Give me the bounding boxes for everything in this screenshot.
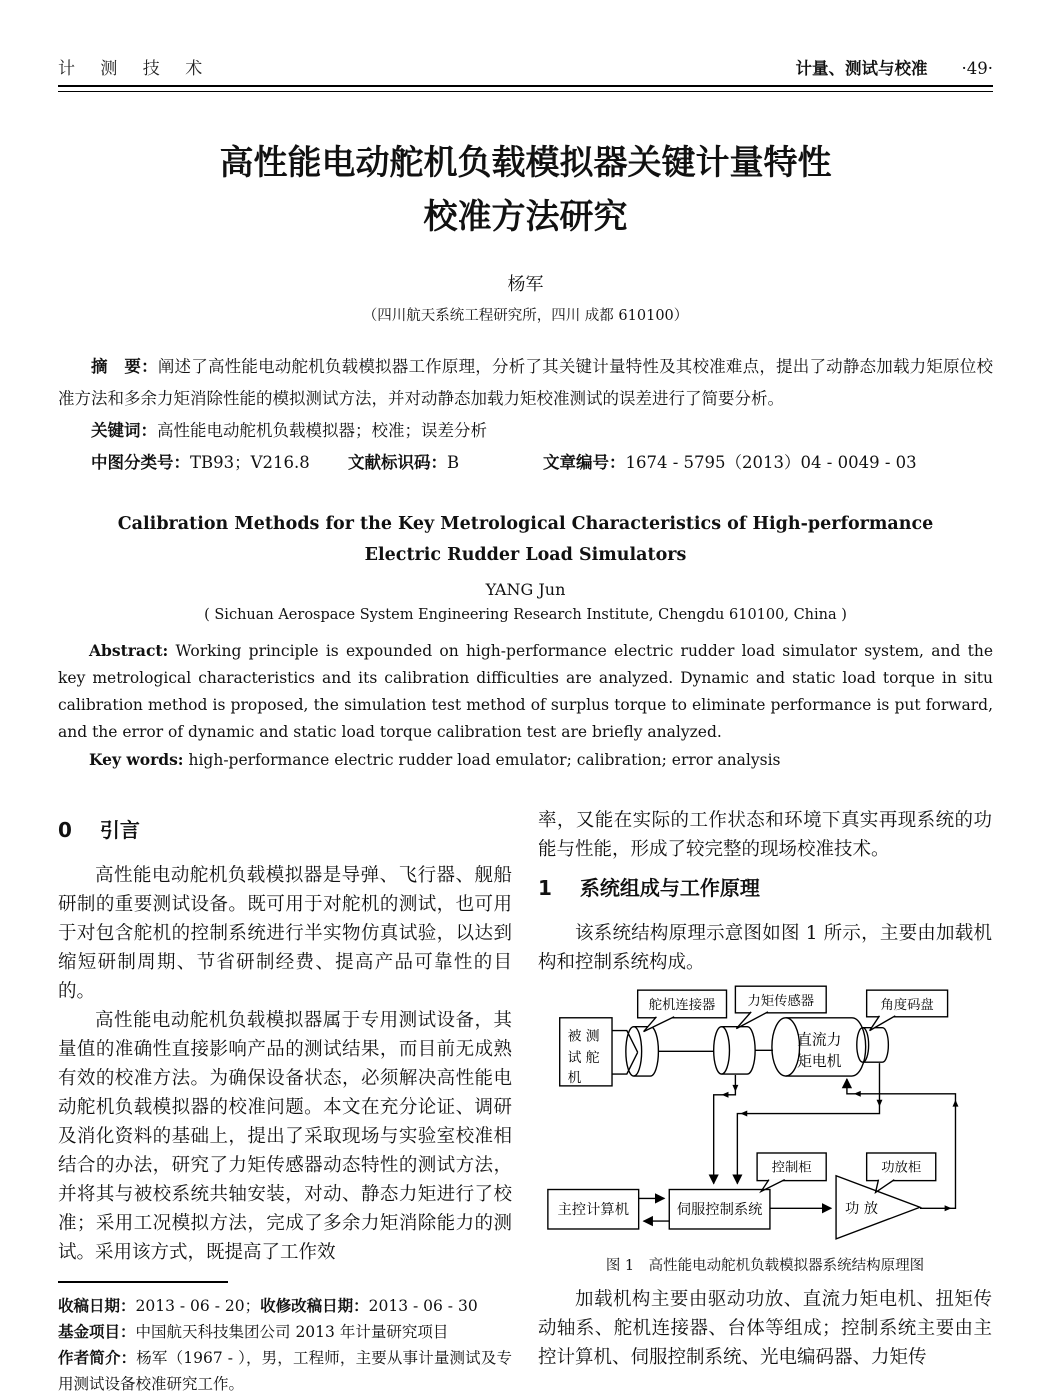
journal-column-title: 计量、测试与校准 [795,59,928,78]
label-dut-line1: 被 测 [567,1028,600,1045]
abstract-label-cn: 摘 要： [91,357,158,376]
keywords-text-cn: 高性能电动舵机负载模拟器；校准；误差分析 [157,421,487,440]
doccode-value: B [447,453,460,472]
english-abstract-block [58,637,993,774]
section-0-paragraph-1: 高性能电动舵机负载模拟器是导弹、飞行器、舰船研制的重要测试设备。既可用于对舵机的测试，也可用于对包含舵机的控制系统进行半实物仿真试验，以达到缩短研制周期、节省研制经费、提高产品可靠性的目的。 [58,865,512,1002]
section-1-number: 1 [538,876,552,900]
clc-value: TB93；V216.8 [190,453,310,472]
label-torque-sensor: 力矩传感器 [747,993,815,1009]
english-title-line-2: Electric Rudder Load Simulators [364,545,687,565]
title-line-1: 高性能电动舵机负载模拟器关键计量特性 [219,143,832,183]
fund-value: 中国航天科技集团公司 2013 年计量研究项目 [135,1323,449,1341]
keywords-label-cn: 关键词： [91,421,157,440]
abstract-text-cn: 阐述了高性能电动舵机负载模拟器工作原理，分析了其关键计量特性及其校准难点，提出了动静态加载力矩原位校准方法和多余力矩消除性能的模拟测试方法，并对动静态加载力矩校准测试的误差进行了简要分析。 [58,357,994,408]
section-0-paragraph-2: 高性能电动舵机负载模拟器属于专用测试设备，其量值的准确性直接影响产品的测试结果，而目前无成熟有效的校准方法。为确保设备状态，必须解决高性能电动舵机负载模拟器的校准问题。本文在充分论证、调研及消化资料的基础上，提出了采取现场与实验室校准相结合的办法，研究了力矩传感器动态特性的测试方法，并将其与被校系统共轴安装，对动、静态力矩进行了校准；采用工况模拟方法，完成了多余力矩消除能力的测试。采用该方式，既提高了工作效 [58,1010,512,1263]
running-header [58,54,993,79]
english-abstract-label: Abstract: [89,641,169,660]
footnote-rule [58,1281,228,1283]
figure-1-diagram [538,985,992,1244]
keywords-cn [58,415,993,447]
fund-label: 基金项目： [58,1323,136,1341]
doccode-label: 文献标识码： [348,453,447,472]
header-rule [58,85,993,92]
label-servo-system: 伺服控制系统 [676,1202,763,1219]
label-rudder-connector: 舵机连接器 [648,997,716,1013]
section-1-paragraph-1: 该系统结构原理示意图如图 1 所示，主要由加载机构和控制系统构成。 [538,923,992,973]
document-code [348,447,543,479]
torque-sensor-cylinder [714,1027,730,1074]
footnote-bio [58,1345,512,1392]
page-title [58,136,993,244]
section-1-heading [538,872,992,901]
label-amplifier: 功 放 [844,1201,879,1218]
abstract-cn [58,351,993,415]
revised-date-value: 2013 - 06 - 30 [368,1297,478,1315]
footnote-dates [58,1293,512,1319]
section-1-title: 系统组成与工作原理 [579,876,760,900]
english-abstract-text: Working principle is expounded on high-performance electric rudder load simulator system, and the key metrological characteristics and its calibration difficulties are analyzed. Dynamic and static load torque in situ calibration method is proposed, the simulation test method of surplus torque to eliminate performance is put forward, and the error of dynamic and static load torque calibration test are briefly analyzed. [58,642,993,741]
coupling-claw-bottom [612,1052,638,1074]
english-keywords-label: Key words: [89,750,184,769]
english-meta-block [58,509,993,774]
figure-1-caption: 图 1 高性能电动舵机负载模拟器系统结构原理图 [605,1258,925,1274]
connector-cylinder [626,1027,642,1076]
section-0-title: 引言 [99,818,140,842]
english-keywords [58,746,993,774]
figure-1 [538,985,992,1275]
bio-value: 杨军（1967 - ），男，工程师，主要从事计量测试及专用测试设备校准研究工作。 [58,1349,512,1392]
coupling-claw-top [612,1031,638,1053]
footnotes [58,1293,512,1392]
label-dut-line3: 机 [567,1069,582,1086]
received-date-value: 2013 - 06 - 20； [135,1297,261,1315]
encoder-cylinder [857,1028,869,1063]
artid-label: 文章编号： [543,453,626,472]
label-control-cabinet: 控制柜 [771,1160,812,1176]
bio-label: 作者简介： [58,1349,137,1367]
author-name: 杨军 [507,274,544,295]
section-1-paragraph-2: 加载机构主要由驱动功放、直流力矩电机、扭矩传动轴系、舵机连接器、台体等组成；控制系统主要由主控计算机、伺服控制系统、光电编码器、力矩传 [538,1289,992,1368]
classification-row [58,447,993,479]
power-drive-line [847,1079,956,1208]
label-main-computer: 主控计算机 [557,1202,630,1219]
article-id [543,447,917,479]
english-title-line-1: Calibration Methods for the Key Metrological Characteristics of High-performance [117,514,934,534]
continued-paragraph: 率，又能在实际的工作状态和环境下真实再现系统的功能与性能，形成了较完整的现场校准技术。 [538,810,992,860]
english-keywords-text: high-performance electric rudder load emulator; calibration; error analysis [188,751,781,769]
label-angle-encoder: 角度码盘 [880,997,934,1013]
clc-number [58,447,348,479]
received-date-label: 收稿日期： [58,1297,136,1315]
label-dut-line2: 试 舵 [567,1050,600,1067]
author-affiliation: （四川航天系统工程研究所，四川 成都 610100） [362,308,689,324]
left-column [58,806,512,1392]
section-0-number: 0 [58,818,72,842]
section-0-heading [58,814,512,843]
english-affiliation: ( Sichuan Aerospace System Engineering Research Institute, Chengdu 610100, China ) [204,607,847,623]
label-dc-motor-line1: 直流力 [797,1031,842,1049]
page-number: ·49· [961,59,993,78]
right-column [538,806,992,1392]
artid-value: 1674 - 5795（2013）04 - 0049 - 03 [625,453,917,472]
english-author: YANG Jun [485,580,566,599]
english-title [58,509,993,571]
chinese-meta-block [58,351,993,479]
clc-label: 中图分类号： [91,453,190,472]
revised-date-label: 收修改稿日期： [260,1297,369,1315]
label-amp-cabinet: 功放柜 [881,1160,922,1176]
label-dc-motor-line2: 矩电机 [797,1053,842,1071]
journal-name: 计 测 技 术 [58,59,213,79]
footnote-fund [58,1319,512,1345]
dc-motor-cylinder [772,1018,800,1076]
title-line-2: 校准方法研究 [423,197,628,237]
torque-feedback-line [714,1075,736,1184]
two-column-body [58,806,993,1392]
junction-arrowheads [722,1085,959,1211]
english-abstract [58,637,993,746]
